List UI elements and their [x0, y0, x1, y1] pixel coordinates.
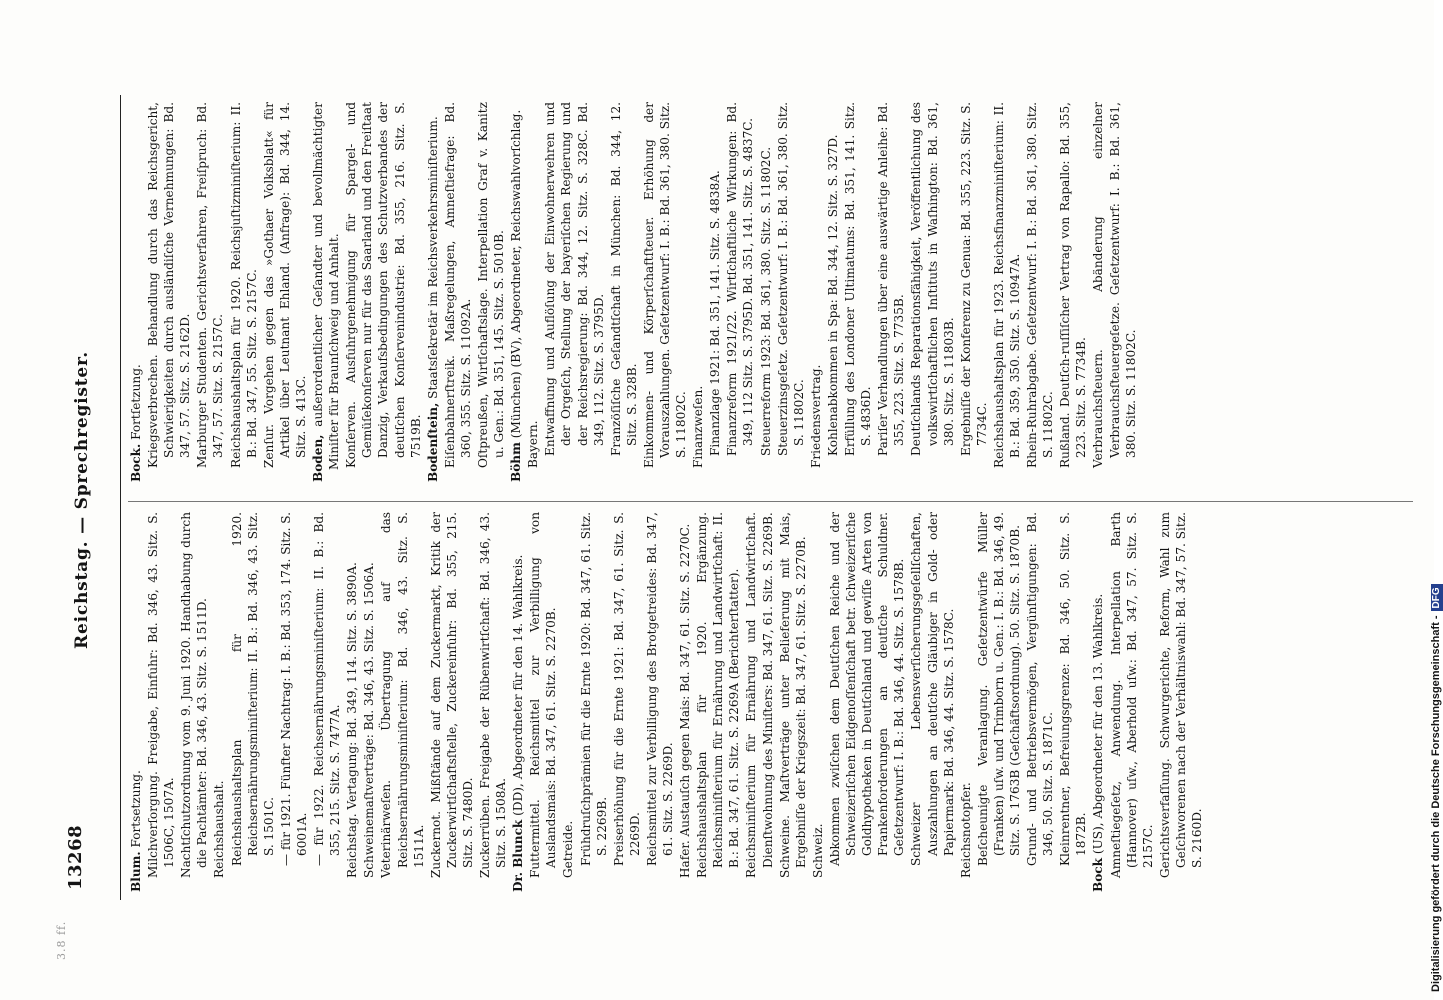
- entry-text: (München) (BV), Abgeordneter, Reichswahlvorſchlag.: [509, 109, 524, 443]
- entry-text: Kriegsverbrechen. Behandlung durch das Reichsgericht, Schwierigkeiten durch ausländiſche Vernehmungen: Bd. 347, 57. Sitz. S. 2162D.: [146, 102, 193, 468]
- index-subentry: [777, 512, 809, 878]
- index-subentry: [1057, 512, 1089, 866]
- index-entry: [1090, 512, 1106, 892]
- entry-text: Verbrauchsſteuern. Abänderung einzelner Verbrauchsſteuergeſetze. Geſetzentwurf: I. B.: Bd. 361, 380. Sitz. S. 11802C.: [1091, 102, 1138, 468]
- entry-text: Veterinärweſen. Übertragung auf das Reichsernährungsminiſterium: Bd. 346, 43. Sitz. S. 1511A.: [379, 512, 426, 878]
- index-entry: [508, 102, 524, 482]
- entry-text: Kleinrentner, Befreiungsgrenze: Bd. 346, 50. Sitz. S. 1872B.: [1058, 512, 1089, 866]
- index-subentry: [743, 512, 775, 878]
- entry-text: Hafer. Austauſch gegen Mais: Bd. 347, 61. Sitz. S. 2270C.: [678, 523, 693, 878]
- page-number: 13268: [65, 824, 86, 890]
- entry-text: Amneſtiegeſetz, Anwendung. Interpellation Barth (Hannover) uſw., Aberhold uſw.: Bd. 347, 57. Sitz. S. 2157C.: [1108, 512, 1155, 878]
- index-subentry: [1057, 102, 1089, 468]
- entry-headword: Bock.: [129, 443, 143, 482]
- entry-text: Reichshaushaltsplan für 1920. Reichsernährungsminiſterium: II. B.: Bd. 346, 43. Sitz. S. 1501C.: [229, 512, 276, 866]
- entry-text: außerordentlicher Geſandter und bevollmächtigter Miniſter für Braunſchweig und Anhalt.: [311, 102, 342, 470]
- index-subentry: [827, 512, 907, 866]
- entry-text: Reichshaushaltsplan für 1923. Reichsfinanzminiſterium: II. B.: Bd. 359, 350. Sitz. S. 10947A.: [991, 102, 1022, 468]
- entry-text: — für 1922. Reichsernährungsminiſterium: II. B.: Bd. 355, 215. Sitz. S. 7477A.: [312, 512, 343, 866]
- index-subentry: [958, 512, 974, 878]
- entry-text: Einkommen- und Körperſchaftſteuer. Erhöhung der Vorauszahlungen. Geſetzentwurf: I. B.: Bd. 361, 380. Sitz. S. 11802C.: [641, 102, 689, 468]
- entry-text: Steuerzinsgeſetz. Geſetzentwurf: I. B.: Bd. 361, 380. Sitz. S. 11802C.: [775, 102, 806, 456]
- entry-text: (DD), Abgeordneter für den 14. Wahlkreis.: [511, 554, 526, 820]
- index-subentry: [229, 512, 277, 866]
- entry-text: Abkommen zwiſchen dem Deutſchen Reiche und der Schweizeriſchen Eidgenoſſenſchaft betr. ſchweizeriſche Goldhypotheken in Deutſchland und gewiſſe Arten von Frankenforderungen an deutſche Schuldner. Geſetzentwurf: I. B.: Bd. 346, 44. Sitz. S. 1578B.: [827, 512, 907, 866]
- entry-headword: Dr. Blunck: [511, 819, 526, 892]
- margin-noise: 3.8 ff.: [55, 920, 68, 960]
- index-subentry: [442, 102, 474, 468]
- credit-text: Digitalisierung gefördert durch die Deutsche Forschungsgemeinschaft -: [1430, 615, 1442, 992]
- index-subentry: [810, 512, 826, 878]
- index-entry: [425, 102, 441, 482]
- header-rule: [120, 95, 121, 900]
- entry-text: Steuerreform 1923: Bd. 361, 380. Sitz. S. 11802C.: [758, 146, 773, 456]
- entry-text: Erfüllung des Londoner Ultimatums: Bd. 351, 141. Sitz. S. 4836D.: [843, 102, 874, 456]
- dfg-logo: DFG: [1431, 584, 1443, 611]
- entry-headword: Boden,: [311, 434, 326, 482]
- digitization-credit: [1418, 6, 1442, 992]
- index-subentry: [1024, 102, 1056, 468]
- column-divider: [128, 501, 1413, 502]
- entry-text: — für 1921. Fünfter Nachtrag: I. B.: Bd. 353, 174. Sitz. S. 6001A.: [278, 512, 309, 866]
- entry-text: Schweizer Lebensverſicherungsgeſellſchaften, Auszahlungen an deutſche Gläubiger in Gold- oder Papiermark: Bd. 346, 44. Sitz. S. 1578C.: [909, 512, 956, 866]
- entry-text: Deutſchlands Reparationsfähigkeit, Veröffentlichung des volkswirtſchaftlichen Inſtituts in Waſhington: Bd. 361, 380. Sitz. S. 11803B.: [909, 102, 956, 456]
- entry-text: Rhein-Ruhrabgabe. Geſetzentwurf: I. B.: Bd. 361, 380. Sitz. S. 11802C.: [1025, 102, 1056, 468]
- index-subentry: [527, 512, 559, 878]
- index-subentry: [228, 102, 260, 468]
- index-subentry: [724, 102, 756, 456]
- index-subentry: [542, 102, 606, 456]
- entry-text: Entwaffnung und Auflöſung der Einwohnerwehren und der Orgeſch, Stellung der bayeriſchen Regierung und der Reichsregierung: Bd. 344, 12. Sitz. S. 328C. Bd. 349, 112. Sitz. S. 3795D.: [543, 102, 606, 456]
- entry-text: Zuckernot. Mißſtände auf dem Zuckermarkt, Kritik der Zuckerwirtſchaftsſtelle, Zuckereinfuhr: Bd. 355, 215. Sitz. S. 7480D.: [428, 512, 475, 878]
- entry-text: Reichshaushalt.: [212, 780, 227, 878]
- index-subentry: [525, 102, 541, 468]
- entry-text: Marburger Studenten. Gerichtsverfahren, Freiſpruch: Bd. 347, 57. Sitz. S. 2157C.: [195, 102, 226, 468]
- index-subentry: [908, 512, 956, 866]
- index-subentry: [825, 102, 841, 456]
- index-subentry: [641, 102, 689, 468]
- index-subentry: [611, 512, 643, 866]
- entry-text: Reichsnotopfer.: [958, 782, 973, 878]
- entry-text: Reichstag. Vertagung: Bd. 349, 114. Sitz. S. 3890A.: [345, 562, 360, 878]
- entry-text: Reichshaushaltsplan für 1920. Reichsjuſtizminiſterium: II. B.: Bd. 347, 55. Sitz. S. 2157C.: [228, 102, 259, 468]
- index-subentry: [677, 512, 693, 878]
- entry-text: Eiſenbahnerſtreik. Maßregelungen, Amneſtiefrage: Bd. 360, 355. Sitz. S. 11092A.: [442, 102, 473, 468]
- entry-text: Franzöſiſche Geſandtſchaft in München: Bd. 344, 12. Sitz. S. 328B.: [608, 102, 639, 456]
- entry-headword: Blum.: [129, 851, 143, 892]
- entry-text: Futtermittel. Reichsmittel zur Verbilligung von Auslandsmais: Bd. 347, 61. Sitz. S. 2270B.: [528, 512, 559, 878]
- index-subentry: [278, 512, 310, 866]
- index-subentry: [775, 102, 807, 456]
- index-subentry: [344, 512, 360, 878]
- index-subentry: [958, 102, 990, 456]
- entry-text: Gerichtsverfaſſung. Schwurgerichte, Reform, Wahl zum Geſchworenen nach der Verhältniswahl: Bd. 347, 57. Sitz. S. 2160D.: [1157, 512, 1204, 878]
- entry-text: Getreide.: [561, 820, 576, 878]
- index-subentry: [311, 512, 343, 866]
- entry-text: Beſcheunigte Veranlagung. Geſetzentwürfe Müller (Franken) uſw. und Trimborn u. Gen.: I. B.: Bd. 346, 49. Sitz. S. 1763B (Geſchäftsordnung). 50. Sitz. S. 1870B.: [975, 512, 1022, 866]
- index-subentry: [1090, 102, 1138, 468]
- index-subentry: [178, 512, 210, 878]
- index-subentry: [875, 102, 907, 456]
- entry-text: Rußland. Deutſch-ruſſiſcher Vertrag von Rapallo: Bd. 355, 223. Sitz. S. 7734B.: [1058, 102, 1089, 468]
- index-subentry: [694, 512, 742, 878]
- entry-text: Grund- und Betriebsvermögen, Vergünſtigungen: Bd. 346, 50. Sitz. S. 1871C.: [1025, 512, 1056, 866]
- left-column: [128, 512, 1206, 892]
- running-head: Reichstag. — Sprechregister.: [72, 351, 92, 649]
- index-subentry: [758, 102, 774, 456]
- index-subentry: [560, 512, 576, 878]
- entry-text: Finanzreform 1921/22. Wirtſchaftliche Wirkungen: Bd. 349, 112 Sitz. S. 3795D. Bd. 351, 141. Sitz. S. 4837C.: [725, 102, 756, 456]
- entry-text: Reichsmittel zur Verbilligung des Brotgetreides: Bd. 347, 61. Sitz. S. 2269D.: [644, 512, 675, 866]
- entry-text: Finanzweſen.: [691, 385, 706, 468]
- index-subentry: [477, 512, 509, 878]
- index-subentry: [428, 512, 476, 878]
- entry-headword: Böhm: [509, 442, 524, 482]
- entry-text: Ergebniſſe der Konferenz zu Genua: Bd. 355, 223. Sitz. S. 7734C.: [958, 102, 989, 456]
- entry-text: Staatsſekretär im Reichsverkehrsminiſterium.: [425, 116, 440, 403]
- index-subentry: [1157, 512, 1205, 878]
- entry-text: Schweine. Maſtverträge unter Belieferung mit Mais, Ergebniſſe der Kriegszeit: Bd. 347, 61. Sitz. S. 2270B.: [777, 512, 808, 878]
- index-subentry: [1024, 512, 1056, 866]
- entry-text: Konſerven. Ausfuhrgenehmigung für Spargel- und Gemüſekonſerven nur für das Saarland und den Freiſtaat Danzig, Verkaufsbedingungen des Schutzverbandes der deutſchen Konſervenindustrie: Bd. 355, 216. Sitz. S. 7519B.: [344, 102, 423, 468]
- index-subentry: [343, 102, 423, 468]
- index-subentry: [975, 512, 1023, 866]
- index-subentry: [690, 102, 706, 468]
- entry-text: Kohlenabkommen in Spa: Bd. 344, 12. Sitz. S. 327D.: [825, 134, 840, 456]
- index-subentry: [908, 102, 956, 456]
- entry-text: Preiserhöhung für die Ernte 1921: Bd. 347, 61. Sitz. S. 2269D.: [611, 512, 642, 866]
- index-subentry: [578, 512, 610, 866]
- entry-text: Reichsminiſterium für Ernährung und Landwirtſchaft. Dienſtwohnung des Miniſters: Bd. 347, 61. Sitz. S. 2269B.: [744, 512, 775, 878]
- entry-text: Schweinemaſtverträge: Bd. 346, 43. Sitz. S. 1506A.: [362, 562, 377, 878]
- entry-text: Fortsetzung.: [129, 770, 143, 852]
- entry-text: Frühdruſchprämien für die Ernte 1920: Bd. 347, 61. Sitz. S. 2269B.: [578, 512, 609, 866]
- entry-text: Reichshaushaltsplan für 1920. Ergänzung. Reichsminiſterium für Ernährung und Landwirtſchaft: II. B.: Bd. 347, 61. Sitz. S. 2269A (Berichterſtatter).: [695, 512, 742, 878]
- index-subentry: [707, 102, 723, 456]
- index-subentry: [808, 102, 824, 468]
- entry-headword: Bock: [1091, 857, 1106, 892]
- entry-text: Friedensvertrag.: [808, 364, 823, 468]
- index-subentry: [991, 102, 1023, 468]
- entry-headword: Bodenſtein,: [425, 402, 440, 482]
- index-subentry: [194, 102, 226, 468]
- index-subentry: [145, 102, 193, 468]
- index-subentry: [842, 102, 874, 456]
- right-column: [128, 102, 1140, 482]
- index-subentry: [145, 512, 177, 878]
- entry-text: Zuckerrüben. Freigabe der Rübenwirtſchaft: Bd. 346, 43. Sitz. S. 1508A.: [477, 512, 509, 878]
- index-entry: [310, 102, 342, 482]
- entry-text: (US), Abgeordneter für den 13. Wahlkreis.: [1091, 593, 1106, 858]
- entry-text: Schweiz.: [810, 823, 825, 878]
- index-subentry: [1108, 512, 1156, 878]
- index-subentry: [378, 512, 426, 878]
- index-entry: [510, 512, 526, 892]
- entry-text: Zenſur. Vorgehen gegen das »Gothaer Volksblatt« für Artikel über Leutnant Ehland. (Anfrage): Bd. 344, 14. Sitz. S. 413C.: [261, 102, 308, 468]
- entry-text: Fortſetzung.: [129, 364, 143, 444]
- entry-text: Oſtpreußen, Wirtſchaftslage. Interpellation Graf v. Kanitz u. Gen.: Bd. 351, 145. Sitz. S. 5010B.: [475, 102, 507, 468]
- index-entry: [128, 512, 144, 892]
- entry-text: Finanzlage 1921: Bd. 351, 141. Sitz. S. 4838A.: [708, 170, 723, 456]
- index-subentry: [644, 512, 676, 866]
- index-subentry: [211, 512, 227, 878]
- entry-text: Pariſer Verhandlungen über eine auswärtige Anleihe: Bd. 355, 223. Sitz. S. 7735B.: [876, 102, 907, 456]
- entry-text: Milchverſorgung. Freigabe, Einfuhr: Bd. 346, 43. Sitz. S. 1506C, 1507A.: [146, 512, 177, 878]
- entry-text: Bayern.: [526, 420, 541, 468]
- index-entry: [128, 102, 144, 482]
- index-subentry: [475, 102, 507, 468]
- index-subentry: [261, 102, 309, 468]
- entry-text: Nachtſchutzordnung vom 9. Juni 1920. Handhabung durch die Pachtämter: Bd. 346, 43. Sitz. S. 1511D.: [179, 512, 210, 878]
- index-subentry: [361, 512, 377, 878]
- index-subentry: [608, 102, 640, 456]
